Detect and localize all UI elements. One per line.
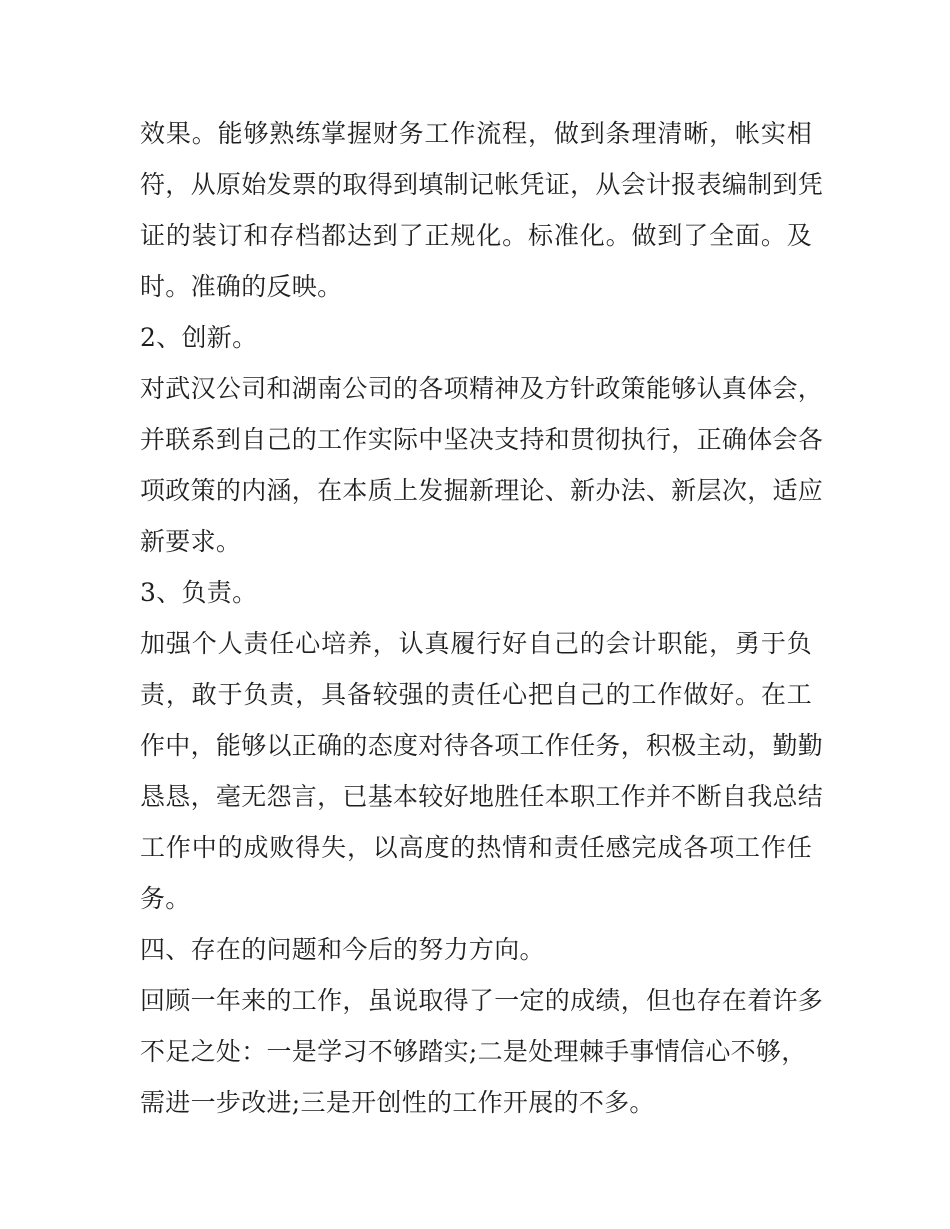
text-line: 符，从原始发票的取得到填制记帐凭证，从会计报表编制到凭 [140, 170, 824, 199]
document-body [140, 108, 824, 1128]
text-line: 新要求。 [140, 527, 242, 556]
text-line: 恳恳，毫无怨言，已基本较好地胜任本职工作并不断自我总结 [140, 782, 824, 811]
section-heading-responsibility: 3、负责。 [140, 578, 258, 607]
text-line: 作中，能够以正确的态度对待各项工作任务，积极主动，勤勤 [140, 731, 824, 760]
text-line: 务。 [140, 884, 191, 913]
section-heading-innovation: 2、创新。 [140, 323, 258, 352]
text-line: 效果。能够熟练掌握财务工作流程，做到条理清晰，帐实相 [140, 119, 812, 148]
section-heading-problems: 四、存在的问题和今后的努力方向。 [140, 935, 545, 964]
text-line: 对武汉公司和湖南公司的各项精神及方针政策能够认真体会， [140, 374, 824, 403]
text-line: 工作中的成败得失，以高度的热情和责任感完成各项工作任 [140, 833, 812, 862]
text-line: 责，敢于负责，具备较强的责任心把自己的工作做好。在工 [140, 680, 812, 709]
text-line: 回顾一年来的工作，虽说取得了一定的成绩，但也存在着许多 [140, 986, 824, 1015]
text-line: 并联系到自己的工作实际中坚决支持和贯彻执行，正确体会各 [140, 425, 824, 454]
text-line: 需进一步改进;三是开创性的工作开展的不多。 [140, 1088, 655, 1117]
text-line: 时。准确的反映。 [140, 272, 343, 301]
text-line: 项政策的内涵，在本质上发掘新理论、新办法、新层次，适应 [140, 476, 824, 505]
text-line: 加强个人责任心培养，认真履行好自己的会计职能，勇于负 [140, 629, 812, 658]
text-line: 不足之处：一是学习不够踏实;二是处理棘手事情信心不够， [140, 1037, 807, 1066]
text-line: 证的装订和存档都达到了正规化。标准化。做到了全面。及 [140, 221, 812, 250]
